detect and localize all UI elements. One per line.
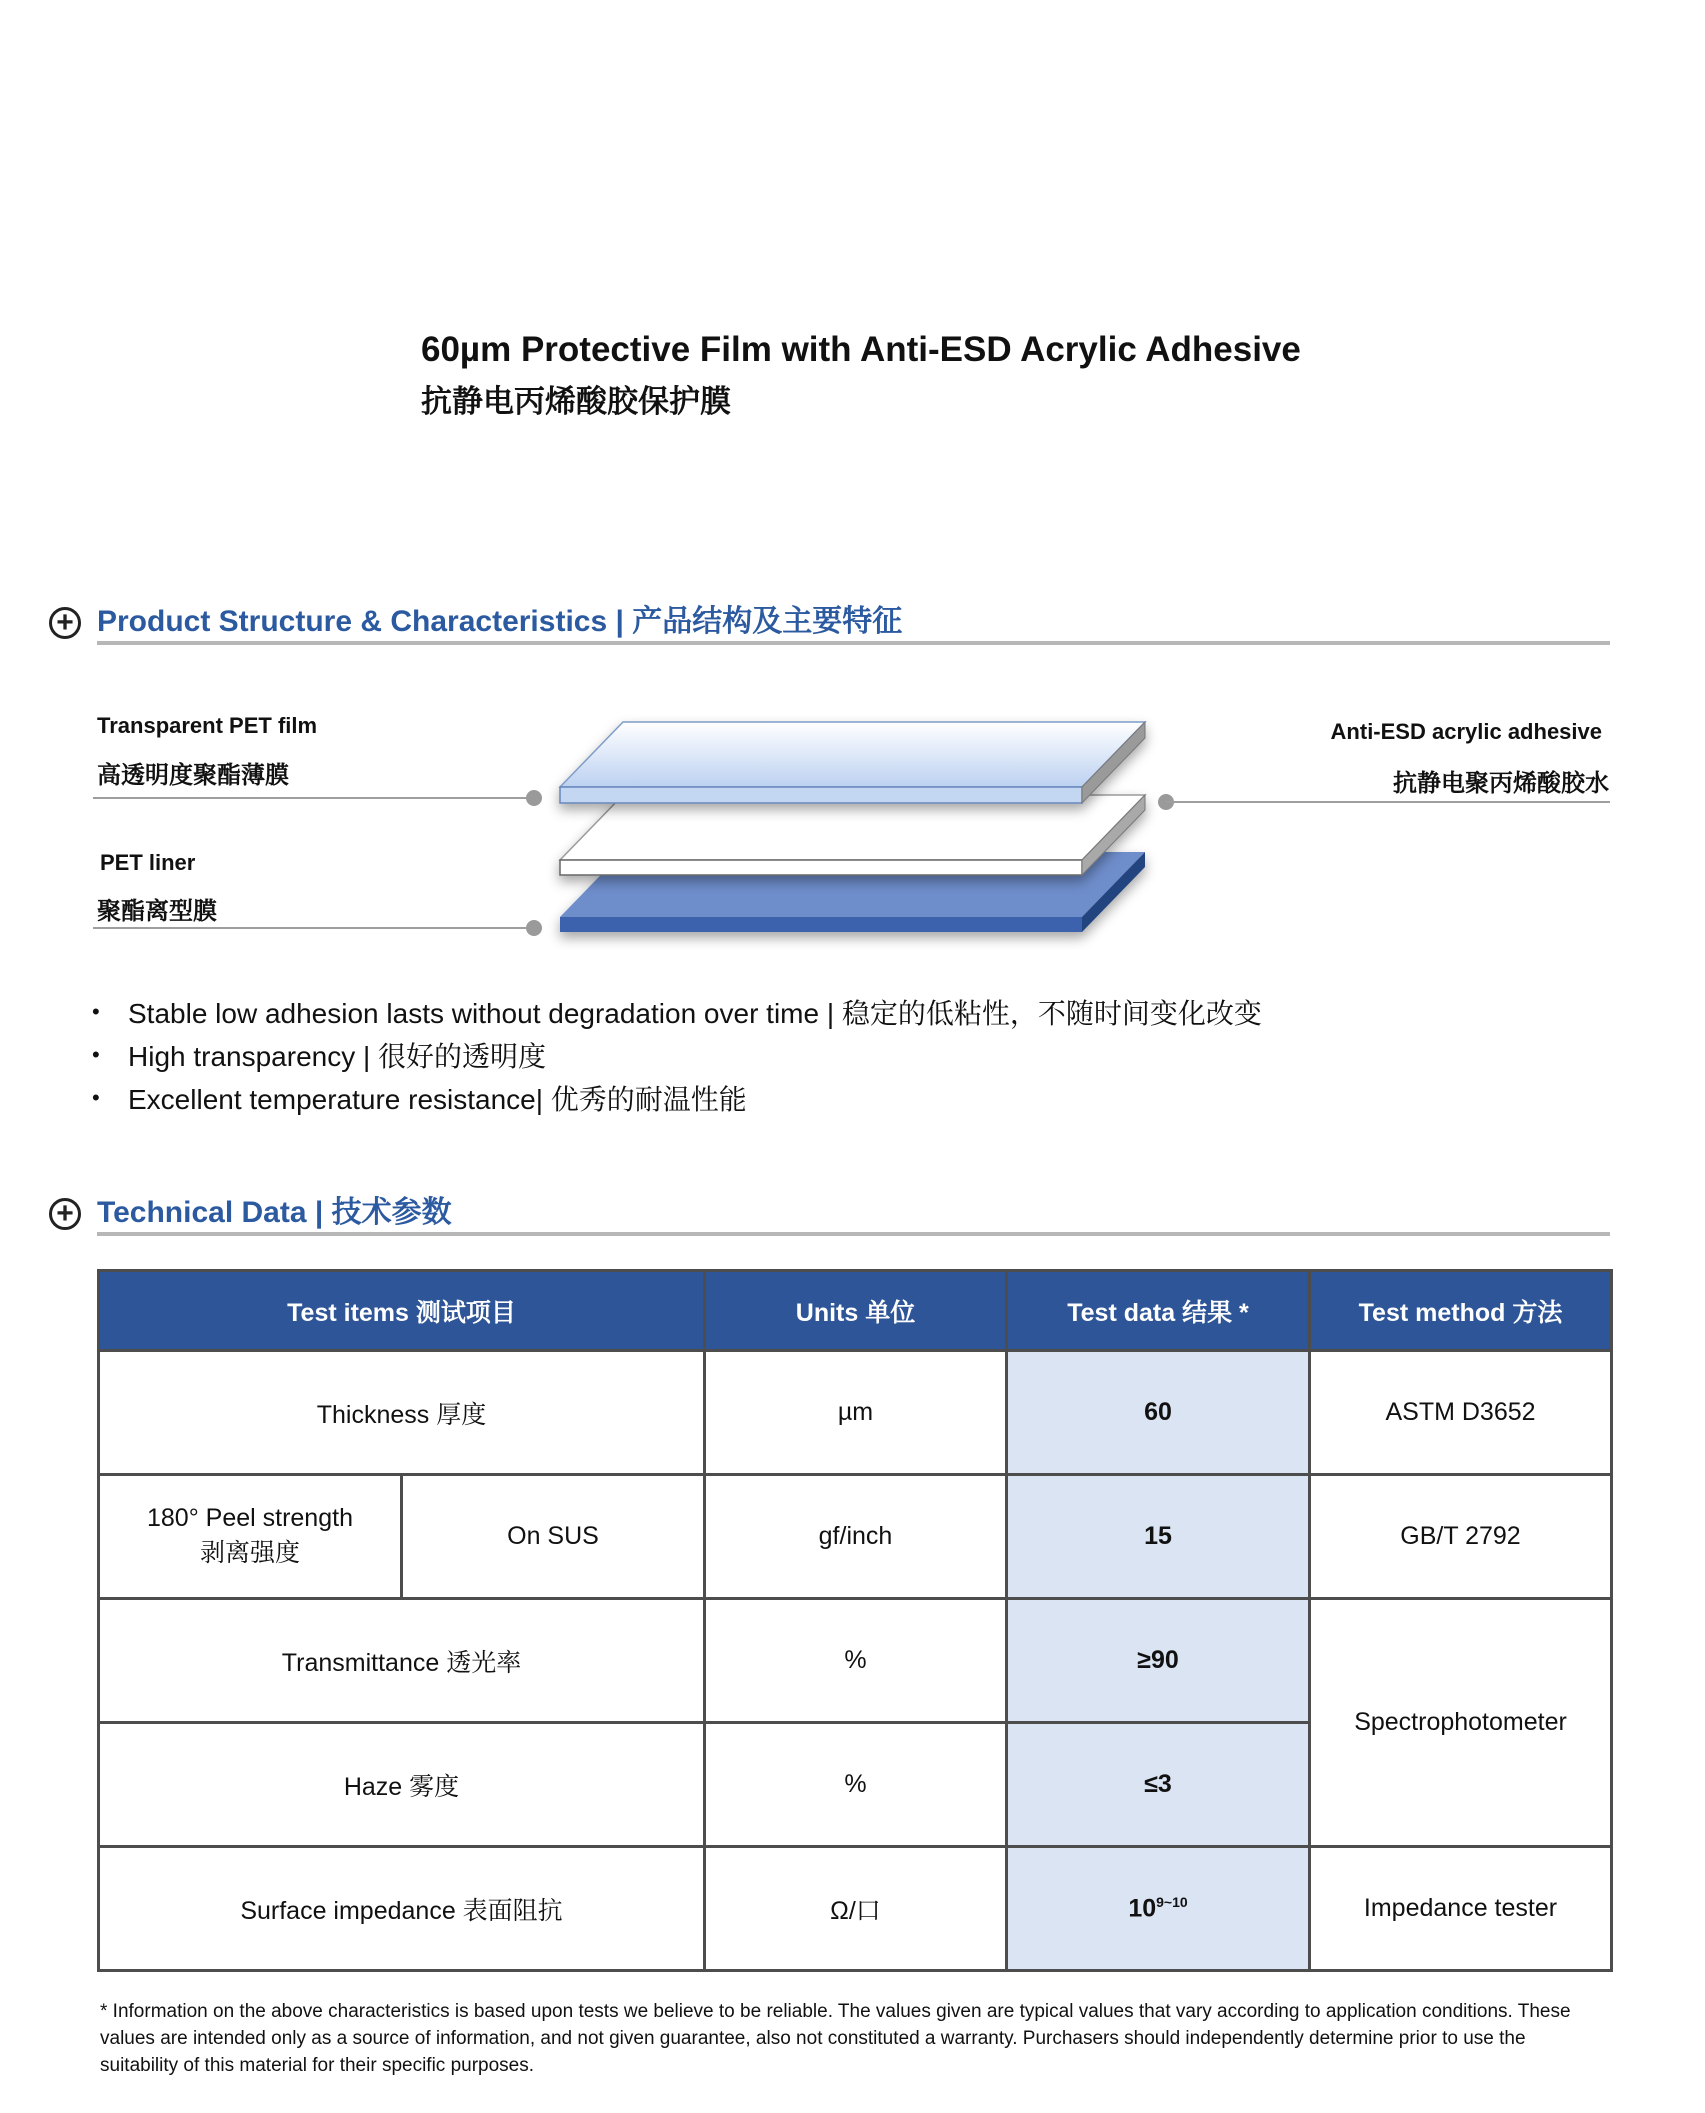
unit-cell: gf/inch <box>705 1475 1007 1599</box>
list-item: • Excellent temperature resistance| 优秀的耐温性能 <box>92 1083 747 1115</box>
header-test-items: Test items 测试项目 <box>99 1271 705 1351</box>
footnote: * Information on the above characteristics is based upon tests we believe to be reliable. The values given are typical values that vary according to application conditions. These values are intended only as a source of information, and not given guarantee, also not constituted a warranty. Purchasers should independently determine prior to use the suitability of this material for their specific purposes. <box>100 2001 1571 2076</box>
value-cell <box>1007 1847 1310 1971</box>
label-pet-liner-cn: 聚酯离型膜 <box>97 898 217 925</box>
item-cell: Haze 雾度 <box>99 1723 705 1847</box>
item-cell: Surface impedance 表面阻抗 <box>99 1847 705 1971</box>
unit-cell: % <box>705 1599 1007 1723</box>
list-item: • High transparency | 很好的透明度 <box>92 1040 547 1072</box>
value-cell: ≤3 <box>1007 1723 1310 1847</box>
unit-cell: % <box>705 1723 1007 1847</box>
section-title-structure: Product Structure & Characteristics | 产品结构及主要特征 <box>97 605 903 638</box>
unit-cell: µm <box>705 1351 1007 1475</box>
pet-film-layer <box>560 722 1145 803</box>
table-row <box>99 1351 1612 1475</box>
table-row <box>99 1475 1612 1599</box>
plus-circle-icon: + <box>49 607 81 639</box>
leader-line <box>1166 801 1610 803</box>
item-cell: Thickness 厚度 <box>99 1351 705 1475</box>
value-cell: ≥90 <box>1007 1599 1310 1723</box>
table-row <box>99 1599 1612 1723</box>
section-title-technical: Technical Data | 技术参数 <box>97 1196 452 1229</box>
item-cn: 剥离强度 <box>199 1539 300 1567</box>
label-pet-liner-en: PET liner <box>100 850 196 875</box>
value-exponent: 9~10 <box>1156 1893 1188 1910</box>
label-adhesive-cn: 抗静电聚丙烯酸胶水 <box>1393 770 1609 797</box>
layer-structure-diagram <box>540 700 1160 950</box>
item-cell <box>99 1475 402 1599</box>
header-test-data: Test data 结果 * <box>1007 1271 1310 1351</box>
header-test-method: Test method 方法 <box>1310 1271 1612 1351</box>
leader-line <box>93 927 530 929</box>
value-base: 10 <box>1128 1894 1157 1923</box>
table-header-row <box>99 1271 1612 1351</box>
method-cell: Spectrophotometer <box>1310 1599 1612 1847</box>
feature-list <box>92 990 1262 1119</box>
label-pet-film-en: Transparent PET film <box>97 713 318 738</box>
method-cell: GB/T 2792 <box>1310 1475 1612 1599</box>
method-cell: ASTM D3652 <box>1310 1351 1612 1475</box>
section-divider <box>97 641 1610 645</box>
method-cell: Impedance tester <box>1310 1847 1612 1971</box>
technical-data-table <box>97 1269 1613 1972</box>
table-row <box>99 1847 1612 1971</box>
plus-circle-icon: + <box>49 1198 81 1230</box>
value-cell: 60 <box>1007 1351 1310 1475</box>
sub-item-cell: On SUS <box>402 1475 705 1599</box>
header-units: Units 单位 <box>705 1271 1007 1351</box>
adhesive-layer <box>560 795 1145 875</box>
unit-cell: Ω/口 <box>705 1847 1007 1971</box>
label-pet-film-cn: 高透明度聚酯薄膜 <box>97 762 289 789</box>
label-adhesive-en: Anti-ESD acrylic adhesive <box>1330 719 1602 744</box>
section-divider <box>97 1232 1610 1236</box>
document-title-cn: 抗静电丙烯酸胶保护膜 <box>421 384 731 419</box>
document-title: 60µm Protective Film with Anti-ESD Acrylic Adhesive <box>421 330 1301 369</box>
item-cell: Transmittance 透光率 <box>99 1599 705 1723</box>
list-item: • Stable low adhesion lasts without degradation over time | 稳定的低粘性，不随时间变化改变 <box>92 997 1262 1029</box>
item-en: 180° Peel strength <box>147 1504 353 1532</box>
value-cell: 15 <box>1007 1475 1310 1599</box>
leader-line <box>93 797 530 799</box>
